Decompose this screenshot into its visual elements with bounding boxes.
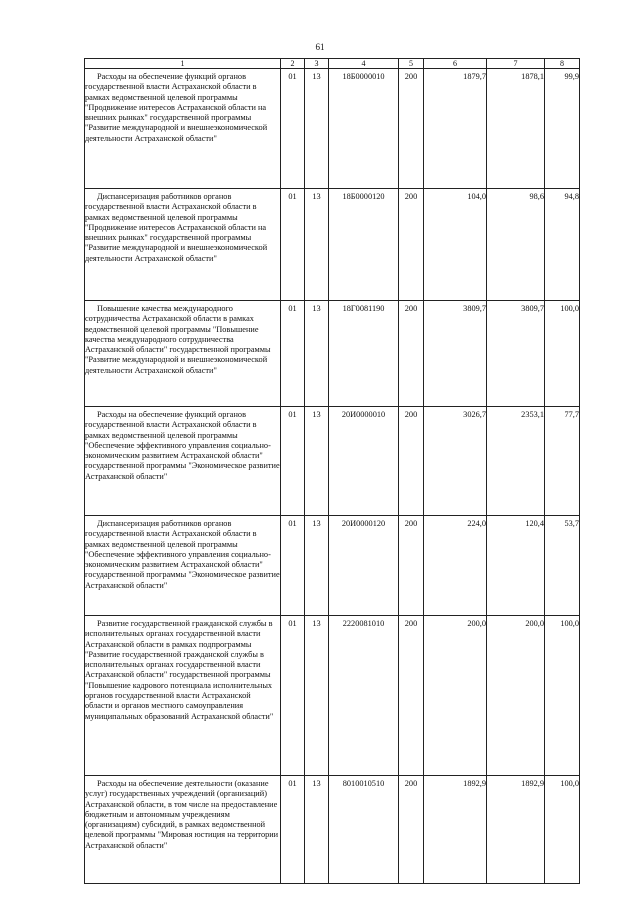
actual-amount: 2353,1 — [487, 407, 545, 516]
table-row — [85, 616, 580, 776]
col-header-2: 2 — [281, 59, 305, 69]
row-description: Расходы на обеспечение деятельности (оказание услуг) государственных учреждений (организаций) Астраханской области, в том числе на предоставление бюджетным и автономным учреждениям (организациям) субсидий, в рамках ведомственной целевой программы "Мировая юстиция на территории Астраханской области" — [85, 779, 279, 850]
execution-percent: 100,0 — [545, 776, 580, 884]
budget-table — [84, 58, 580, 884]
execution-percent: 99,9 — [545, 69, 580, 189]
subsection-code: 13 — [305, 776, 329, 884]
section-code: 01 — [281, 776, 305, 884]
col-header-4: 4 — [329, 59, 399, 69]
row-description-cell — [85, 776, 281, 884]
subsection-code: 13 — [305, 189, 329, 301]
target-article-code: 18Б0000010 — [329, 69, 399, 189]
target-article-code: 20И0000010 — [329, 407, 399, 516]
row-description: Диспансеризация работников органов государственной власти Астраханской области в рамках ведомственной целевой программы "Продвижение интересов Астраханской области на внешних рынках" государственной программы "Развитие международной и внешнеэкономической деятельности Астраханской области" — [85, 192, 268, 263]
target-article-code: 18Г0081190 — [329, 301, 399, 407]
table-row — [85, 69, 580, 189]
expense-type-code: 200 — [399, 301, 424, 407]
section-code: 01 — [281, 516, 305, 616]
table-row — [85, 407, 580, 516]
table-row — [85, 516, 580, 616]
row-description: Расходы на обеспечение функций органов государственной власти Астраханской области в рамках ведомственной целевой программы "Продвижение интересов Астраханской области на внешних рынках" государственной программы "Развитие международной и внешнеэкономической деятельности Астраханской области" — [85, 72, 268, 143]
planned-amount: 104,0 — [424, 189, 487, 301]
target-article-code: 20И0000120 — [329, 516, 399, 616]
row-description: Развитие государственной гражданской службы в исполнительных органах государственной власти Астраханской области в рамках подпрограммы "Развитие государственной гражданской службы в исполнительных органах государственной власти Астраханской области" государственной программы "Повышение кадрового потенциала исполнительных органов государственной власти Астраханской области и органов местного самоуправления муниципальных образований Астраханской области" — [85, 619, 274, 721]
actual-amount: 120,4 — [487, 516, 545, 616]
subsection-code: 13 — [305, 407, 329, 516]
col-header-1: 1 — [85, 59, 281, 69]
expense-type-code: 200 — [399, 407, 424, 516]
section-code: 01 — [281, 189, 305, 301]
execution-percent: 100,0 — [545, 616, 580, 776]
col-header-6: 6 — [424, 59, 487, 69]
execution-percent: 77,7 — [545, 407, 580, 516]
row-description-cell — [85, 616, 281, 776]
table-row — [85, 189, 580, 301]
planned-amount: 1879,7 — [424, 69, 487, 189]
section-code: 01 — [281, 301, 305, 407]
target-article-code: 18Б0000120 — [329, 189, 399, 301]
subsection-code: 13 — [305, 301, 329, 407]
expense-type-code: 200 — [399, 616, 424, 776]
row-description-cell — [85, 301, 281, 407]
planned-amount: 200,0 — [424, 616, 487, 776]
actual-amount: 1892,9 — [487, 776, 545, 884]
target-article-code: 2220081010 — [329, 616, 399, 776]
expense-type-code: 200 — [399, 776, 424, 884]
expense-type-code: 200 — [399, 189, 424, 301]
table-row — [85, 301, 580, 407]
planned-amount: 3809,7 — [424, 301, 487, 407]
execution-percent: 100,0 — [545, 301, 580, 407]
planned-amount: 224,0 — [424, 516, 487, 616]
planned-amount: 1892,9 — [424, 776, 487, 884]
expense-type-code: 200 — [399, 516, 424, 616]
execution-percent: 94,8 — [545, 189, 580, 301]
actual-amount: 200,0 — [487, 616, 545, 776]
actual-amount: 98,6 — [487, 189, 545, 301]
row-description: Диспансеризация работников органов государственной власти Астраханской области в рамках ведомственной целевой программы "Обеспечение эффективного управления социально-экономическим развитием Астраханской области" государственной программы "Экономическое развитие Астраханской области" — [85, 519, 280, 590]
col-header-5: 5 — [399, 59, 424, 69]
row-description: Расходы на обеспечение функций органов государственной власти Астраханской области в рамках ведомственной целевой программы "Обеспечение эффективного управления социально-экономическим развитием Астраханской области" государственной программы "Экономическое развитие Астраханской области" — [85, 410, 280, 481]
page-number: 61 — [315, 42, 325, 52]
subsection-code: 13 — [305, 616, 329, 776]
row-description-cell — [85, 516, 281, 616]
row-description-cell — [85, 189, 281, 301]
section-code: 01 — [281, 616, 305, 776]
row-description: Повышение качества международного сотрудничества Астраханской области в рамках ведомственной целевой программы "Повышение качества международного сотрудничества Астраханской области" государственной программы "Развитие международной и внешнеэкономической деятельности Астраханской области" — [85, 304, 271, 375]
planned-amount: 3026,7 — [424, 407, 487, 516]
expense-type-code: 200 — [399, 69, 424, 189]
subsection-code: 13 — [305, 516, 329, 616]
actual-amount: 3809,7 — [487, 301, 545, 407]
section-code: 01 — [281, 69, 305, 189]
col-header-7: 7 — [487, 59, 545, 69]
col-header-3: 3 — [305, 59, 329, 69]
row-description-cell — [85, 407, 281, 516]
table-row — [85, 776, 580, 884]
row-description-cell — [85, 69, 281, 189]
subsection-code: 13 — [305, 69, 329, 189]
target-article-code: 8010010510 — [329, 776, 399, 884]
actual-amount: 1878,1 — [487, 69, 545, 189]
col-header-8: 8 — [545, 59, 580, 69]
section-code: 01 — [281, 407, 305, 516]
execution-percent: 53,7 — [545, 516, 580, 616]
header-row — [85, 59, 580, 69]
